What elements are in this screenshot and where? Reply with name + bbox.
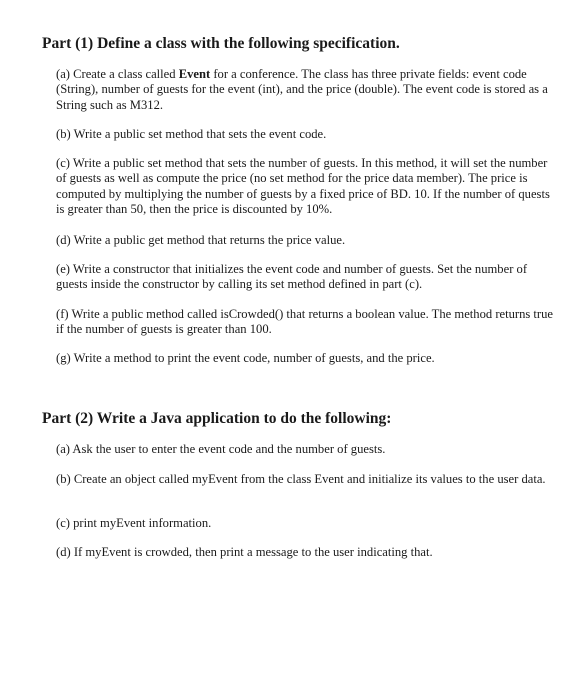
part1-item-g: (g) Write a method to print the event code, number of guests, and the price. xyxy=(56,351,435,365)
part2-item-b: (b) Create an object called myEvent from the class Event and initialize its values to the user data. xyxy=(56,472,546,486)
part2-heading: Part (2) Write a Java application to do the following: xyxy=(42,410,392,427)
part1-item-a xyxy=(56,67,556,113)
part1-heading: Part (1) Define a class with the following specification. xyxy=(42,35,400,52)
part1-item-a-text-before: (a) Create a class called xyxy=(56,67,179,81)
part1-item-c: (c) Write a public set method that sets the number of guests. In this method, it will set the number of guests as well as compute the price (no set method for the price data member). The price is computed by multiplying the number of guests by a fixed price of BD. 10. If the number of quests is greater than 50, then the price is discounted by 10%. xyxy=(56,156,550,217)
part1-item-e: (e) Write a constructor that initializes the event code and number of guests. Set the number of guests inside the constructor by calling its set method defined in part (c). xyxy=(56,262,528,292)
part2-item-d: (d) If myEvent is crowded, then print a message to the user indicating that. xyxy=(56,545,433,559)
part1-item-d: (d) Write a public get method that returns the price value. xyxy=(56,233,346,247)
part1-item-b: (b) Write a public set method that sets the event code. xyxy=(56,127,327,141)
part2-item-a: (a) Ask the user to enter the event code and the number of guests. xyxy=(56,442,386,456)
part1-item-f: (f) Write a public method called isCrowded() that returns a boolean value. The method returns true if the number of guests is greater than 100. xyxy=(56,307,554,337)
part2-item-c: (c) print myEvent information. xyxy=(56,516,212,530)
part1-item-a-text-after: for a conference. The class has three private fields: event code (String), number of guests for the event (int), and the price (double). The event code is stored as a String such as M312. xyxy=(56,67,548,112)
part1-item-a-bold-class-name: Event xyxy=(178,67,211,81)
